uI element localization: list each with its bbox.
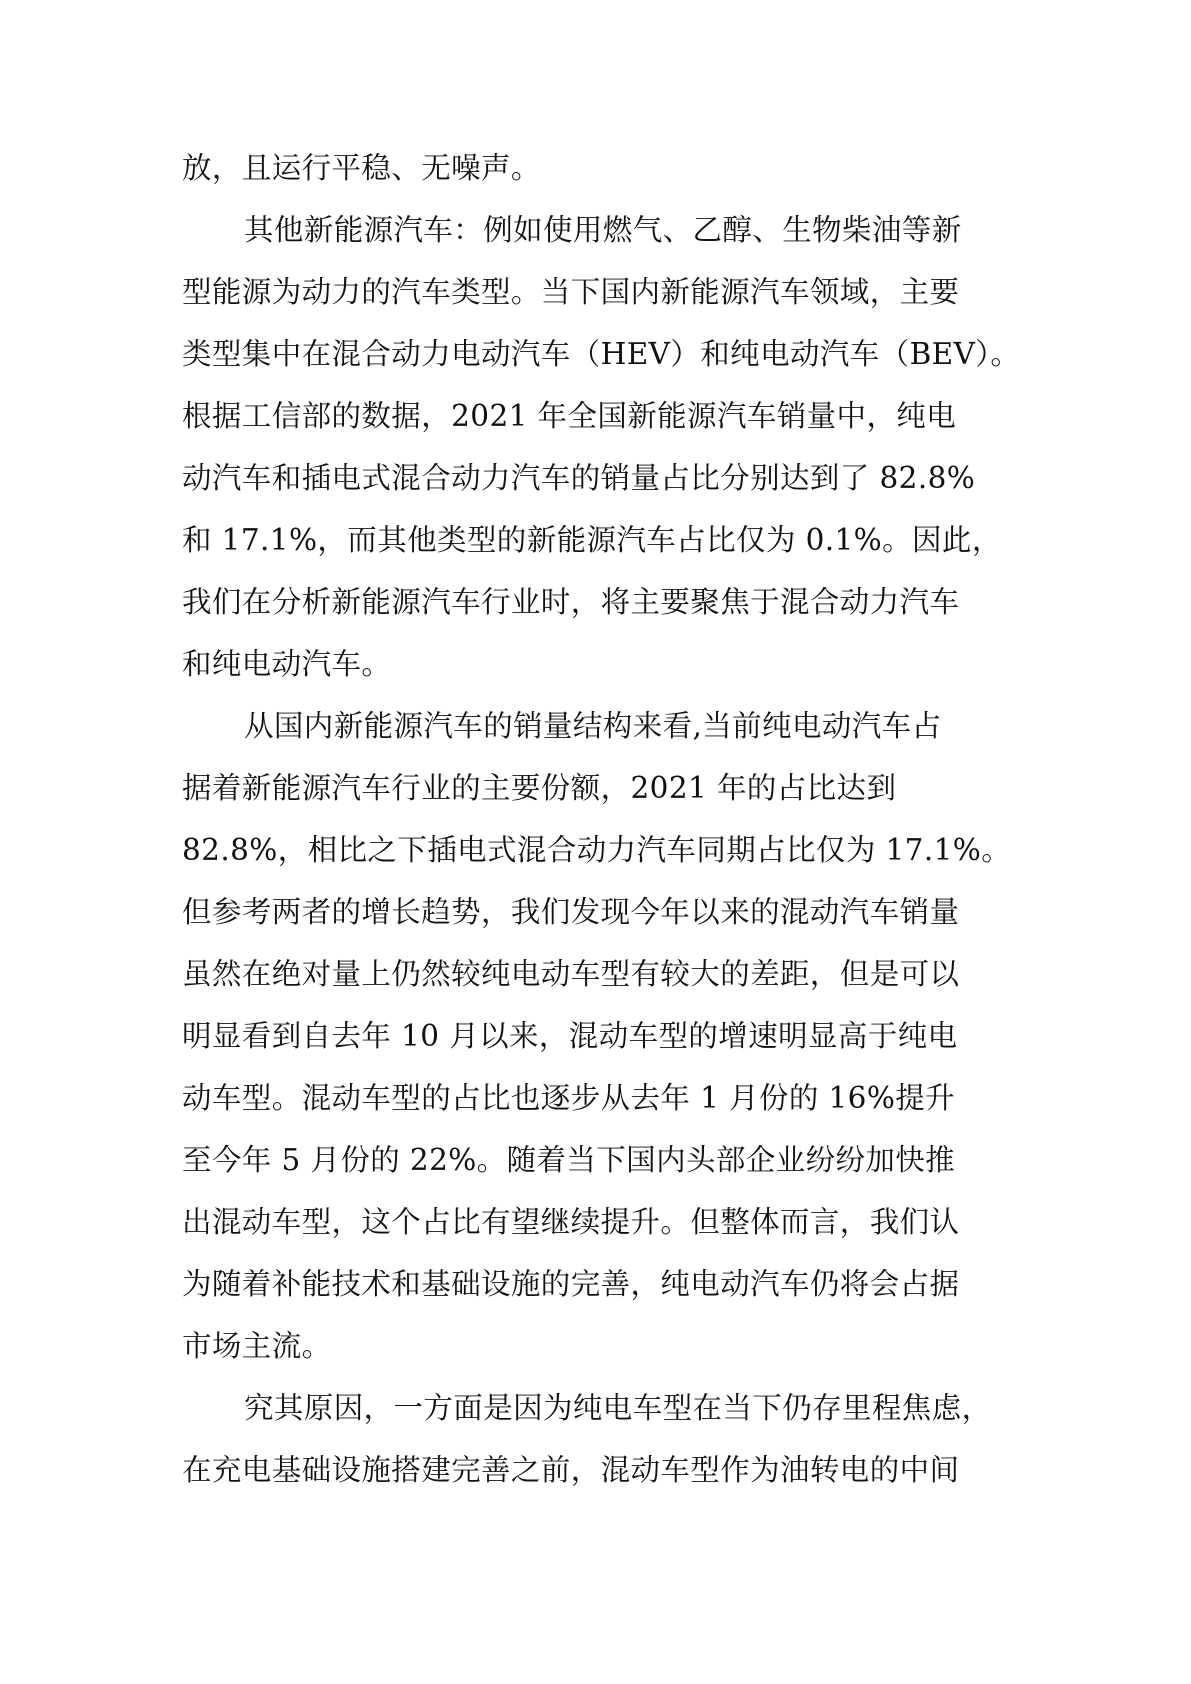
text-line-20: 市场主流。: [182, 1329, 332, 1363]
text-line-15: 明显看到自去年 10 月以来，混动车型的增速明显高于纯电: [182, 1019, 958, 1053]
text-line-10: 从国内新能源汽车的销量结构来看,当前纯电动汽车占: [244, 709, 942, 743]
text-line-17: 至今年 5 月份的 22%。随着当下国内头部企业纷纷加快推: [182, 1143, 956, 1177]
text-line-5: 根据工信部的数据，2021 年全国新能源汽车销量中，纯电: [182, 399, 957, 433]
text-line-22: 在充电基础设施搭建完善之前，混动车型作为油转电的中间: [182, 1453, 960, 1487]
text-line-21: 究其原因，一方面是因为纯电车型在当下仍存里程焦虑，: [244, 1391, 992, 1425]
text-line-8: 我们在分析新能源汽车行业时，将主要聚焦于混合动力汽车: [182, 585, 960, 619]
text-line-6: 动汽车和插电式混合动力汽车的销量占比分别达到了 82.8%: [182, 461, 976, 495]
text-line-11: 据着新能源汽车行业的主要份额，2021 年的占比达到: [182, 771, 897, 805]
text-line-12: 82.8%，相比之下插电式混合动力汽车同期占比仅为 17.1%。: [182, 833, 1012, 867]
text-line-16: 动车型。混动车型的占比也逐步从去年 1 月份的 16%提升: [182, 1081, 956, 1115]
text-line-14: 虽然在绝对量上仍然较纯电动车型有较大的差距，但是可以: [182, 957, 960, 991]
text-line-4: 类型集中在混合动力电动汽车（HEV）和纯电动汽车（BEV）。: [182, 337, 1021, 371]
text-line-13: 但参考两者的增长趋势，我们发现今年以来的混动汽车销量: [182, 895, 960, 929]
text-line-1: 放，且运行平稳、无噪声。: [182, 151, 541, 185]
text-line-7: 和 17.1%，而其他类型的新能源汽车占比仅为 0.1%。因此，: [182, 523, 1002, 557]
text-line-3: 型能源为动力的汽车类型。当下国内新能源汽车领域，主要: [182, 275, 960, 309]
text-line-9: 和纯电动汽车。: [182, 647, 392, 681]
text-line-19: 为随着补能技术和基础设施的完善，纯电动汽车仍将会占据: [182, 1267, 960, 1301]
text-line-18: 出混动车型，这个占比有望继续提升。但整体而言，我们认: [182, 1205, 960, 1239]
text-line-2: 其他新能源汽车：例如使用燃气、乙醇、生物柴油等新: [244, 213, 962, 247]
